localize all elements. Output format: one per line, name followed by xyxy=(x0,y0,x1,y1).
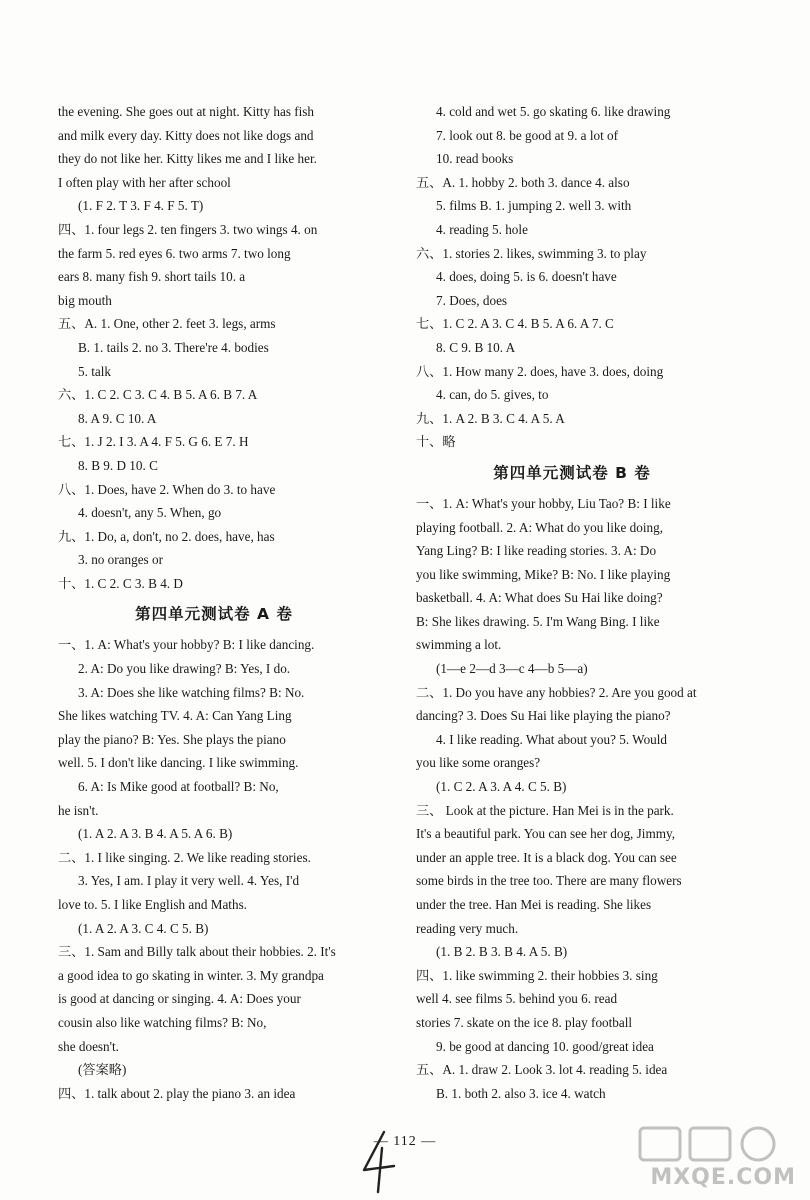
text-line: you like swimming, Mike? B: No. I like playing xyxy=(416,566,671,582)
text-line: 一、1. A: What's your hobby, Liu Tao? B: I like xyxy=(416,495,671,511)
text-line: 三、 Look at the picture. Han Mei is in the park. xyxy=(416,802,674,818)
text-line: 九、1. A 2. B 3. C 4. A 5. A xyxy=(416,410,565,426)
text-line: you like some oranges? xyxy=(416,755,541,771)
text-line: 8. B 9. D 10. C xyxy=(78,457,158,473)
text-line: playing football. 2. A: What do you like doing, xyxy=(416,519,663,535)
text-line: 5. films B. 1. jumping 2. well 3. with xyxy=(436,198,632,214)
text-line: 八、1. Does, have 2. When do 3. to have xyxy=(58,481,276,497)
text-line: 九、1. Do, a, don't, no 2. does, have, has xyxy=(58,528,275,544)
text-line: 六、1. C 2. C 3. C 4. B 5. A 6. B 7. A xyxy=(58,387,258,403)
handwritten-mark xyxy=(354,1126,404,1196)
text-line: 3. A: Does she like watching films? B: No. xyxy=(78,684,305,700)
text-line: 七、1. C 2. A 3. C 4. B 5. A 6. A 7. C xyxy=(416,316,614,332)
text-line: well. 5. I don't like dancing. I like swimming. xyxy=(58,755,299,771)
text-line: 四、1. four legs 2. ten fingers 3. two wings 4. on xyxy=(58,221,318,237)
text-line: play the piano? B: Yes. She plays the piano xyxy=(58,731,286,747)
text-line: is good at dancing or singing. 4. A: Does your xyxy=(58,991,301,1007)
text-line: 五、A. 1. hobby 2. both 3. dance 4. also xyxy=(416,174,630,190)
text-line: 8. C 9. B 10. A xyxy=(436,339,516,355)
text-line: big mouth xyxy=(58,292,112,308)
text-line: She likes watching TV. 4. A: Can Yang Ling xyxy=(58,708,292,724)
text-line: 五、A. 1. draw 2. Look 3. lot 4. reading 5. idea xyxy=(416,1062,668,1078)
text-line: 十、1. C 2. C 3. B 4. D xyxy=(58,575,183,591)
text-line: B. 1. tails 2. no 3. There're 4. bodies xyxy=(78,339,269,355)
text-line: 四、1. talk about 2. play the piano 3. an idea xyxy=(58,1085,296,1101)
text-line: (1. A 2. A 3. C 4. C 5. B) xyxy=(78,920,209,936)
text-line: I often play with her after school xyxy=(58,174,231,190)
text-line: (1. C 2. A 3. A 4. C 5. B) xyxy=(436,779,567,795)
section-title: 第四单元测试卷 B 卷 xyxy=(493,463,651,482)
text-line: (1. A 2. A 3. B 4. A 5. A 6. B) xyxy=(78,826,233,842)
text-line: 10. read books xyxy=(436,151,514,167)
text-line: well 4. see films 5. behind you 6. read xyxy=(416,991,618,1007)
text-line: a good idea to go skating in winter. 3. My grandpa xyxy=(58,967,324,983)
section-title: 第四单元测试卷 A 卷 xyxy=(135,605,293,624)
text-line: 9. be good at dancing 10. good/great idea xyxy=(436,1038,654,1054)
text-line: (1—e 2—d 3—c 4—b 5—a) xyxy=(436,661,588,677)
text-line: 7. Does, does xyxy=(436,292,508,308)
text-line: 二、1. Do you have any hobbies? 2. Are you good at xyxy=(416,684,697,700)
text-line: 8. A 9. C 10. A xyxy=(78,410,157,426)
text-line: stories 7. skate on the ice 8. play football xyxy=(416,1014,633,1030)
text-line: 4. cold and wet 5. go skating 6. like drawing xyxy=(436,104,671,119)
text-line: cousin also like watching films? B: No, xyxy=(58,1014,267,1030)
text-line: the evening. She goes out at night. Kitty has fish xyxy=(58,104,315,119)
text-line: 3. no oranges or xyxy=(78,552,163,568)
text-line: she doesn't. xyxy=(58,1038,119,1054)
text-line: 4. reading 5. hole xyxy=(436,221,528,237)
page-number: — 112 — xyxy=(373,1134,437,1149)
text-line: love to. 5. I like English and Maths. xyxy=(58,897,247,912)
text-line: 一、1. A: What's your hobby? B: I like dancing. xyxy=(58,637,315,653)
left-column xyxy=(58,100,370,1105)
text-line: (1. F 2. T 3. F 4. F 5. T) xyxy=(78,198,204,214)
text-line: 八、1. How many 2. does, have 3. does, doing xyxy=(416,363,664,379)
text-line: the farm 5. red eyes 6. two arms 7. two long xyxy=(58,245,291,261)
text-line: and milk every day. Kitty does not like dogs and xyxy=(58,127,314,143)
text-line: 二、1. I like singing. 2. We like reading stories. xyxy=(58,849,311,865)
text-line: dancing? 3. Does Su Hai like playing the piano? xyxy=(416,708,671,724)
text-line: 4. I like reading. What about you? 5. Would xyxy=(436,731,668,747)
text-line: 六、1. stories 2. likes, swimming 3. to play xyxy=(416,245,647,261)
text-line: 十、略 xyxy=(416,434,456,450)
text-line: B: She likes drawing. 5. I'm Wang Bing. I like xyxy=(416,613,660,629)
text-line: swimming a lot. xyxy=(416,637,502,653)
text-line: reading very much. xyxy=(416,920,519,936)
text-line: Yang Ling? B: I like reading stories. 3. A: Do xyxy=(416,543,657,559)
text-line: 4. can, do 5. gives, to xyxy=(436,387,549,403)
text-line: 4. does, doing 5. is 6. doesn't have xyxy=(436,269,617,285)
text-line: ears 8. many fish 9. short tails 10. a xyxy=(58,269,246,285)
text-line: 5. talk xyxy=(78,363,111,379)
text-line: basketball. 4. A: What does Su Hai like doing? xyxy=(416,590,663,606)
text-line: 4. doesn't, any 5. When, go xyxy=(78,505,222,521)
text-line: 7. look out 8. be good at 9. a lot of xyxy=(436,127,619,143)
watermark-logo-icon xyxy=(580,1122,800,1166)
text-line: 五、A. 1. One, other 2. feet 3. legs, arms xyxy=(58,316,276,332)
text-line: It's a beautiful park. You can see her dog, Jimmy, xyxy=(416,826,675,842)
text-line: he isn't. xyxy=(58,802,99,818)
text-line: some birds in the tree too. There are many flowers xyxy=(416,873,682,889)
text-line: 3. Yes, I am. I play it very well. 4. Yes, I'd xyxy=(78,873,300,889)
watermark-site: MXQE.COM xyxy=(650,1165,796,1190)
text-line: under an apple tree. It is a black dog. You can see xyxy=(416,849,677,865)
text-line: under the tree. Han Mei is reading. She likes xyxy=(416,897,652,912)
right-column xyxy=(416,100,728,1105)
text-line: (1. B 2. B 3. B 4. A 5. B) xyxy=(436,944,568,960)
text-line: 2. A: Do you like drawing? B: Yes, I do. xyxy=(78,661,291,677)
text-line: 6. A: Is Mike good at football? B: No, xyxy=(78,779,279,795)
text-line: 七、1. J 2. I 3. A 4. F 5. G 6. E 7. H xyxy=(58,434,249,450)
text-line: (答案略) xyxy=(78,1062,127,1078)
text-line: 四、1. like swimming 2. their hobbies 3. sing xyxy=(416,967,658,983)
text-line: they do not like her. Kitty likes me and I like her. xyxy=(58,151,317,167)
watermark xyxy=(580,1122,800,1192)
text-line: B. 1. both 2. also 3. ice 4. watch xyxy=(436,1085,606,1101)
text-line: 三、1. Sam and Billy talk about their hobbies. 2. It's xyxy=(58,944,336,960)
